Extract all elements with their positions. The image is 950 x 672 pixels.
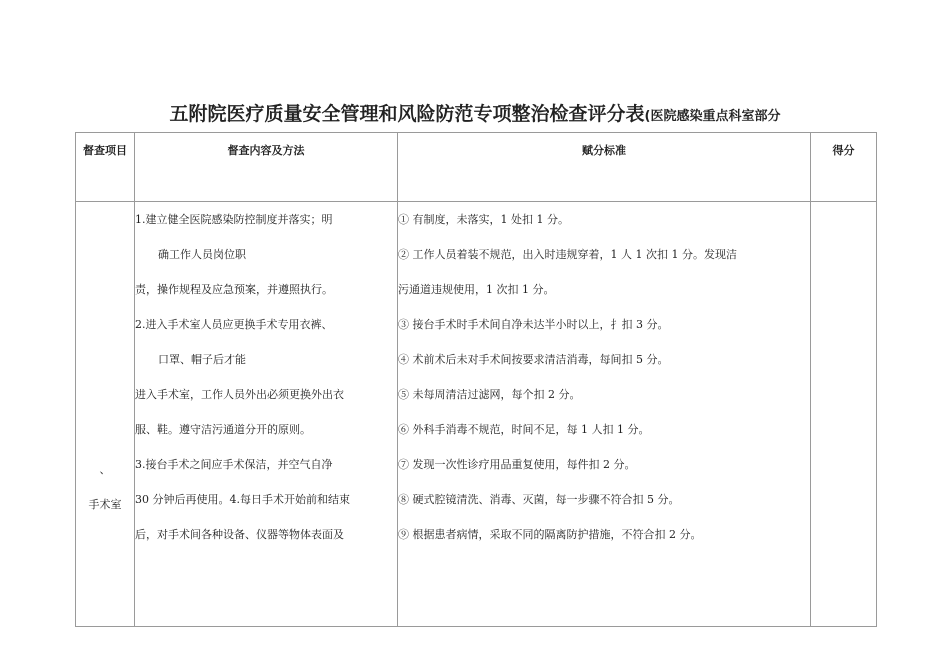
header-criteria-label: 赋分标准 [582,144,626,157]
criteria-line: ④ 术前术后未对手术间按要求清洁消毒，每间扣 5 分。 [398,353,669,366]
content-line: 进入手术室，工作人员外出必须更换外出衣 [135,388,344,401]
content-line: 后，对手术间各种设备、仪器等物体表面及 [135,528,344,541]
item-line: 、 [99,463,111,476]
header-row [76,133,877,202]
criteria-line: ① 有制度，未落实，1 处扣 1 分。 [398,213,569,226]
criteria-cell [398,202,811,627]
header-criteria [398,133,811,202]
criteria-line: ⑧ 硬式腔镜清洗、消毒、灭菌，每一步骤不符合扣 5 分。 [398,493,680,506]
header-content-label: 督查内容及方法 [227,144,305,157]
criteria-line: ⑤ 未每周清洁过滤网，每个扣 2 分。 [398,388,581,401]
item-line: 手术室 [88,498,122,511]
score-table [75,132,877,627]
content-line: 确工作人员岗位职 [158,248,246,261]
content-line: 服、鞋。遵守洁污通道分开的原则。 [135,423,311,436]
criteria-line: ⑥ 外科手消毒不规范，时间不足，每 1 人扣 1 分。 [398,423,650,436]
criteria-line: ⑦ 发现一次性诊疗用品重复使用，每件扣 2 分。 [398,458,636,471]
content-line: 2.进入手术室人员应更换手术专用衣裤、 [135,318,333,331]
header-content [135,133,398,202]
item-cell [76,202,135,627]
criteria-line: ③ 接台手术时手术间自净未达半小时以上，扌扣 3 分。 [398,318,669,331]
criteria-line: ② 工作人员着装不规范，出入时违规穿着，1 人 1 次扣 1 分。发现洁 [398,248,737,261]
content-line: 3.接台手术之间应手术保洁，并空气自净 [135,458,333,471]
document-title: 五附院医疗质量安全管理和风险防范专项整治检查评分表 [169,103,645,125]
content-cell [135,202,398,627]
header-item [76,133,135,202]
document-title-block [0,99,950,126]
header-item-label: 督查项目 [83,144,127,157]
criteria-line: ⑨ 根据患者病情，采取不同的隔离防护措施，不符合扣 2 分。 [398,528,702,541]
header-score [811,133,877,202]
document-subtitle: (医院感染重点科室部分 [644,109,781,124]
table-row [76,202,877,627]
content-line: 1.建立健全医院感染防控制度并落实；明 [135,213,333,226]
content-line: 口罩、帽子后才能 [158,353,246,366]
header-score-label: 得分 [832,144,855,157]
score-cell[interactable] [811,202,877,627]
content-line: 30 分钟后再使用。4.每日手术开始前和结束 [135,493,350,506]
criteria-line: 污通道违规使用，1 次扣 1 分。 [398,283,555,296]
content-line: 责，操作规程及应急预案，并遵照执行。 [135,283,333,296]
